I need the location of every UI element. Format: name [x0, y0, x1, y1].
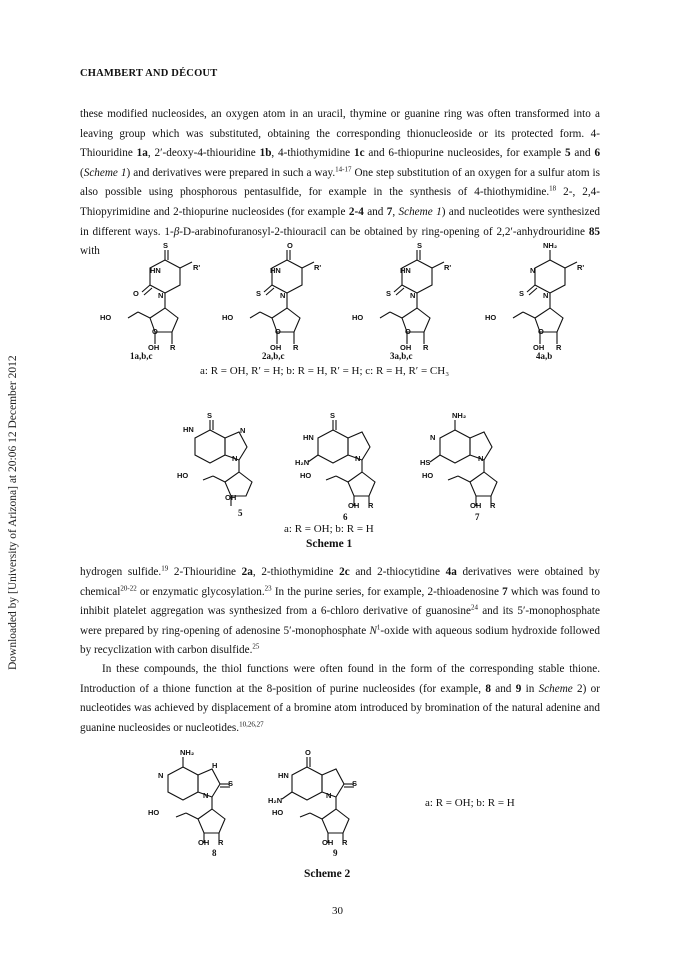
svg-text:N: N: [326, 791, 332, 800]
svg-text:S: S: [228, 779, 234, 788]
scheme-1-legend-top: a: R = OH, R′ = H; b: R = H, R′ = H; c: R = H, R′ = CH₃: [200, 365, 450, 377]
svg-text:OH: OH: [148, 343, 160, 352]
compound-label-1: 1a,b,c: [130, 351, 153, 361]
compound-label-8: 8: [212, 848, 217, 858]
svg-text:S: S: [330, 411, 336, 420]
svg-text:O: O: [133, 289, 139, 298]
scheme-1-title: Scheme 1: [306, 538, 353, 550]
svg-text:N: N: [203, 791, 209, 800]
svg-text:O: O: [538, 327, 544, 336]
svg-text:HO: HO: [352, 313, 364, 322]
svg-text:HO: HO: [272, 808, 284, 817]
paragraph-1: these modified nucleosides, an oxygen atom in an uracil, thymine or guanine ring was often transformed into a leaving group which was substituted, obtaining the corresponding thionucleoside or its protected form. 4-Thiouridine 1a, 2′-deoxy-4-thiouridine 1b, 4-thiothymidine 1c and 6-thiopurine nucleosides, for example 5 and 6 (Scheme 1) and derivatives were prepared in such a way.$^{14-17}$ One step substitution of an oxygen for a sulfur atom is also possible using phosphorous pentasulfide, for example in the synthesis of 4-thiothymidine.$^{18}$ 2-, 2,4-Thiopyrimidine and 2-thiopurine nucleosides (for example 2-4 and 7, Scheme 1) and nucleotides were synthesized in different ways. 1-β-D-arabinofuranosyl-2-thiouracil can be obtained by ring-opening of 2,2′-anhydrouridine 85 with: [80, 108, 601, 258]
compound-label-2: 2a,b,c: [262, 351, 285, 361]
svg-text:O: O: [405, 327, 411, 336]
svg-text:N: N: [232, 454, 238, 463]
svg-text:O: O: [305, 748, 311, 757]
compound-label-7: 7: [475, 512, 480, 522]
svg-text:OH: OH: [322, 838, 334, 847]
paragraph-3: In these compounds, the thiol functions were often found in the form of the corresponding stable thione. Introduction of a thione function at the 8-position of purine nucleosides (for example, 8 and 9 in Scheme 2) or nucleotides was achieved by displacement of a bromine atom introduced by bromination of the natural adenine and guanine nucleosides or nucleotides.$^{10,26,27}$: [80, 663, 600, 734]
svg-text:H: H: [212, 761, 218, 770]
svg-text:OH: OH: [225, 493, 237, 502]
svg-text:HN: HN: [183, 425, 194, 434]
svg-text:O: O: [152, 327, 158, 336]
svg-text:R: R: [423, 343, 429, 352]
scheme-1-legend-bottom: a: R = OH; b: R = H: [284, 523, 374, 535]
svg-text:N: N: [410, 291, 416, 300]
svg-text:R: R: [293, 343, 299, 352]
svg-text:R': R': [577, 263, 585, 272]
svg-text:N: N: [158, 771, 164, 780]
svg-text:R: R: [218, 838, 224, 847]
svg-text:HO: HO: [100, 313, 112, 322]
svg-text:R: R: [490, 501, 496, 510]
compound-label-4: 4a,b: [536, 351, 553, 361]
svg-text:S: S: [519, 289, 525, 298]
svg-text:N: N: [240, 426, 246, 435]
svg-text:HN: HN: [270, 266, 281, 275]
scheme-2-legend: a: R = OH; b: R = H: [425, 797, 515, 809]
structure-8: [168, 757, 230, 843]
download-note: Downloaded by [University of Arizona] at 20:06 12 December 2012: [7, 355, 19, 670]
svg-text:HO: HO: [422, 471, 434, 480]
structure-7: [430, 420, 497, 506]
svg-text:OH: OH: [533, 343, 545, 352]
svg-text:HO: HO: [148, 808, 160, 817]
svg-text:N: N: [355, 454, 361, 463]
svg-text:OH: OH: [470, 501, 482, 510]
svg-text:S: S: [417, 241, 423, 250]
running-head: CHAMBERT AND DÉCOUT: [80, 68, 218, 79]
svg-text:HN: HN: [278, 771, 289, 780]
svg-text:NH₂: NH₂: [180, 748, 195, 757]
compound-label-5: 5: [238, 508, 243, 518]
svg-text:OH: OH: [348, 501, 360, 510]
svg-text:O: O: [287, 241, 293, 250]
svg-text:R: R: [556, 343, 562, 352]
svg-text:R: R: [170, 343, 176, 352]
svg-text:N: N: [478, 454, 484, 463]
svg-text:S: S: [163, 241, 169, 250]
compound-label-6: 6: [343, 512, 348, 522]
compound-label-9: 9: [333, 848, 338, 858]
page-number: 30: [332, 905, 343, 917]
svg-text:N: N: [430, 433, 436, 442]
svg-text:HN: HN: [303, 433, 314, 442]
svg-text:OH: OH: [270, 343, 282, 352]
svg-text:S: S: [386, 289, 392, 298]
svg-text:R: R: [342, 838, 348, 847]
svg-text:HO: HO: [485, 313, 497, 322]
svg-text:S: S: [256, 289, 262, 298]
scheme-2-title: Scheme 2: [304, 868, 351, 880]
structure-6: [308, 420, 375, 506]
svg-text:NH₂: NH₂: [543, 241, 558, 250]
svg-text:HN: HN: [150, 266, 161, 275]
svg-text:HO: HO: [177, 471, 189, 480]
structure-9: [282, 757, 354, 843]
svg-text:N: N: [530, 266, 536, 275]
svg-text:R': R': [193, 263, 201, 272]
svg-text:O: O: [275, 327, 281, 336]
svg-text:S: S: [352, 779, 358, 788]
svg-text:OH: OH: [400, 343, 412, 352]
paragraph-2: hydrogen sulfide.$^{19}$ 2-Thiouridine 2a, 2-thiothymidine 2c and 2-thiocytidine 4a derivatives were obtained by chemical$^{20-22}$ or enzymatic glycosylation.$^{23}$ In the purine series, for example, 2-thioadenosine 7 which was found to inhibit platelet aggregation was synthesized from a 6-chloro derivative of guanosine$^{24}$ and its 5′-monophosphate were prepared by ring-opening of adenosine 5′-monophosphate $N^1$-oxide with aqueous sodium hydroxide followed by recyclization with carbon disulfide.$^{25}$: [80, 564, 601, 657]
svg-text:H₂N: H₂N: [268, 796, 283, 805]
svg-text:N: N: [543, 291, 549, 300]
svg-text:S: S: [207, 411, 213, 420]
svg-text:HS: HS: [420, 458, 431, 467]
svg-text:N: N: [158, 291, 164, 300]
svg-text:OH: OH: [198, 838, 210, 847]
compound-label-3: 3a,b,c: [390, 351, 413, 361]
svg-text:N: N: [280, 291, 286, 300]
svg-text:H₂N: H₂N: [295, 458, 310, 467]
svg-text:HN: HN: [400, 266, 411, 275]
svg-text:R': R': [444, 263, 452, 272]
svg-text:R: R: [368, 501, 374, 510]
svg-text:NH₂: NH₂: [452, 411, 467, 420]
svg-text:R': R': [314, 263, 322, 272]
svg-text:HO: HO: [222, 313, 234, 322]
svg-text:HO: HO: [300, 471, 312, 480]
